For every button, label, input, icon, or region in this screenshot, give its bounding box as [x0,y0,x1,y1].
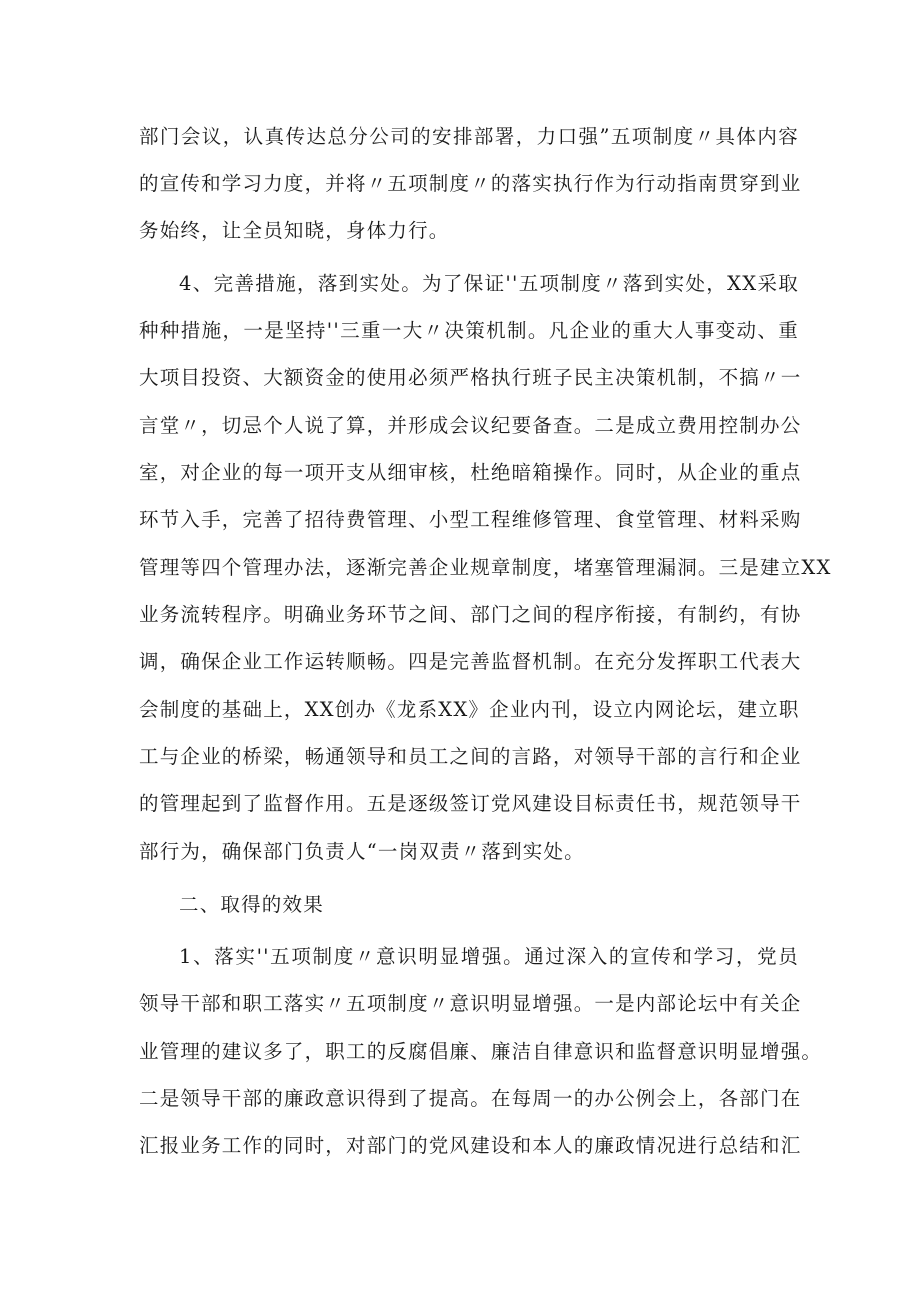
paragraph-line: 二是领导干部的廉政意识得到了提高。在每周一的办公例会上，各部门在 [139,1087,802,1110]
paragraph-line: 的管理起到了监督作用。五是逐级签订党风建设目标责任书，规范领导干 [139,792,802,815]
paragraph-line: 部行为，确保部门负责人“一岗双责〃落到实处。 [139,840,585,863]
paragraph-line: 的宣传和学习力度，并将〃五项制度〃的落实执行作为行动指南贯穿到业 [139,172,802,195]
paragraph-line: 务始终，让全员知晓，身体力行。 [139,219,450,242]
section-heading: 二、取得的效果 [179,893,324,916]
paragraph-line: 业管理的建议多了，职工的反腐倡廉、廉洁自律意识和监督意识明显增强。 [139,1040,823,1063]
paragraph-line: 环节入手，完善了招待费管理、小型工程维修管理、食堂管理、材料采购 [139,508,802,531]
paragraph-line: 业务流转程序。明确业务环节之间、部门之间的程序衔接，有制约，有协 [139,603,802,626]
paragraph-line: 室，对企业的每一项开支从细审核，杜绝暗箱操作。同时，从企业的重点 [139,461,802,484]
paragraph-line: 大项目投资、大额资金的使用必须严格执行班子民主决策机制，不搞〃一 [139,366,802,389]
paragraph-line: 调，确保企业工作运转顺畅。四是完善监督机制。在充分发挥职工代表大 [139,650,802,673]
paragraph-line: 管理等四个管理办法，逐渐完善企业规章制度，堵塞管理漏洞。三是建立XX [139,556,832,579]
paragraph-line: 1、落实''五项制度〃意识明显增强。通过深入的宣传和学习，党员 [179,945,799,968]
paragraph-line: 部门会议，认真传达总分公司的安排部署，力口强”五项制度〃具体内容 [139,125,799,148]
paragraph-line: 领导干部和职工落实〃五项制度〃意识明显增强。一是内部论坛中有关企 [139,992,802,1015]
paragraph-line: 言堂〃，切忌个人说了算，并形成会议纪要备查。二是成立费用控制办公 [139,414,802,437]
paragraph-line: 汇报业务工作的同时，对部门的党风建设和本人的廉政情况进行总结和汇 [139,1134,802,1157]
paragraph-line: 会制度的基础上，XX创办《龙系XX》企业内刊，设立内网论坛，建立职 [139,698,800,721]
paragraph-line: 工与企业的桥梁，畅通领导和员工之间的言路，对领导干部的言行和企业 [139,745,802,768]
paragraph-line: 种种措施，一是坚持''三重一大〃决策机制。凡企业的重大人事变动、重 [139,319,799,342]
paragraph-line: 4、完善措施，落到实处。为了保证''五项制度〃落到实处，XX采取 [179,272,799,295]
